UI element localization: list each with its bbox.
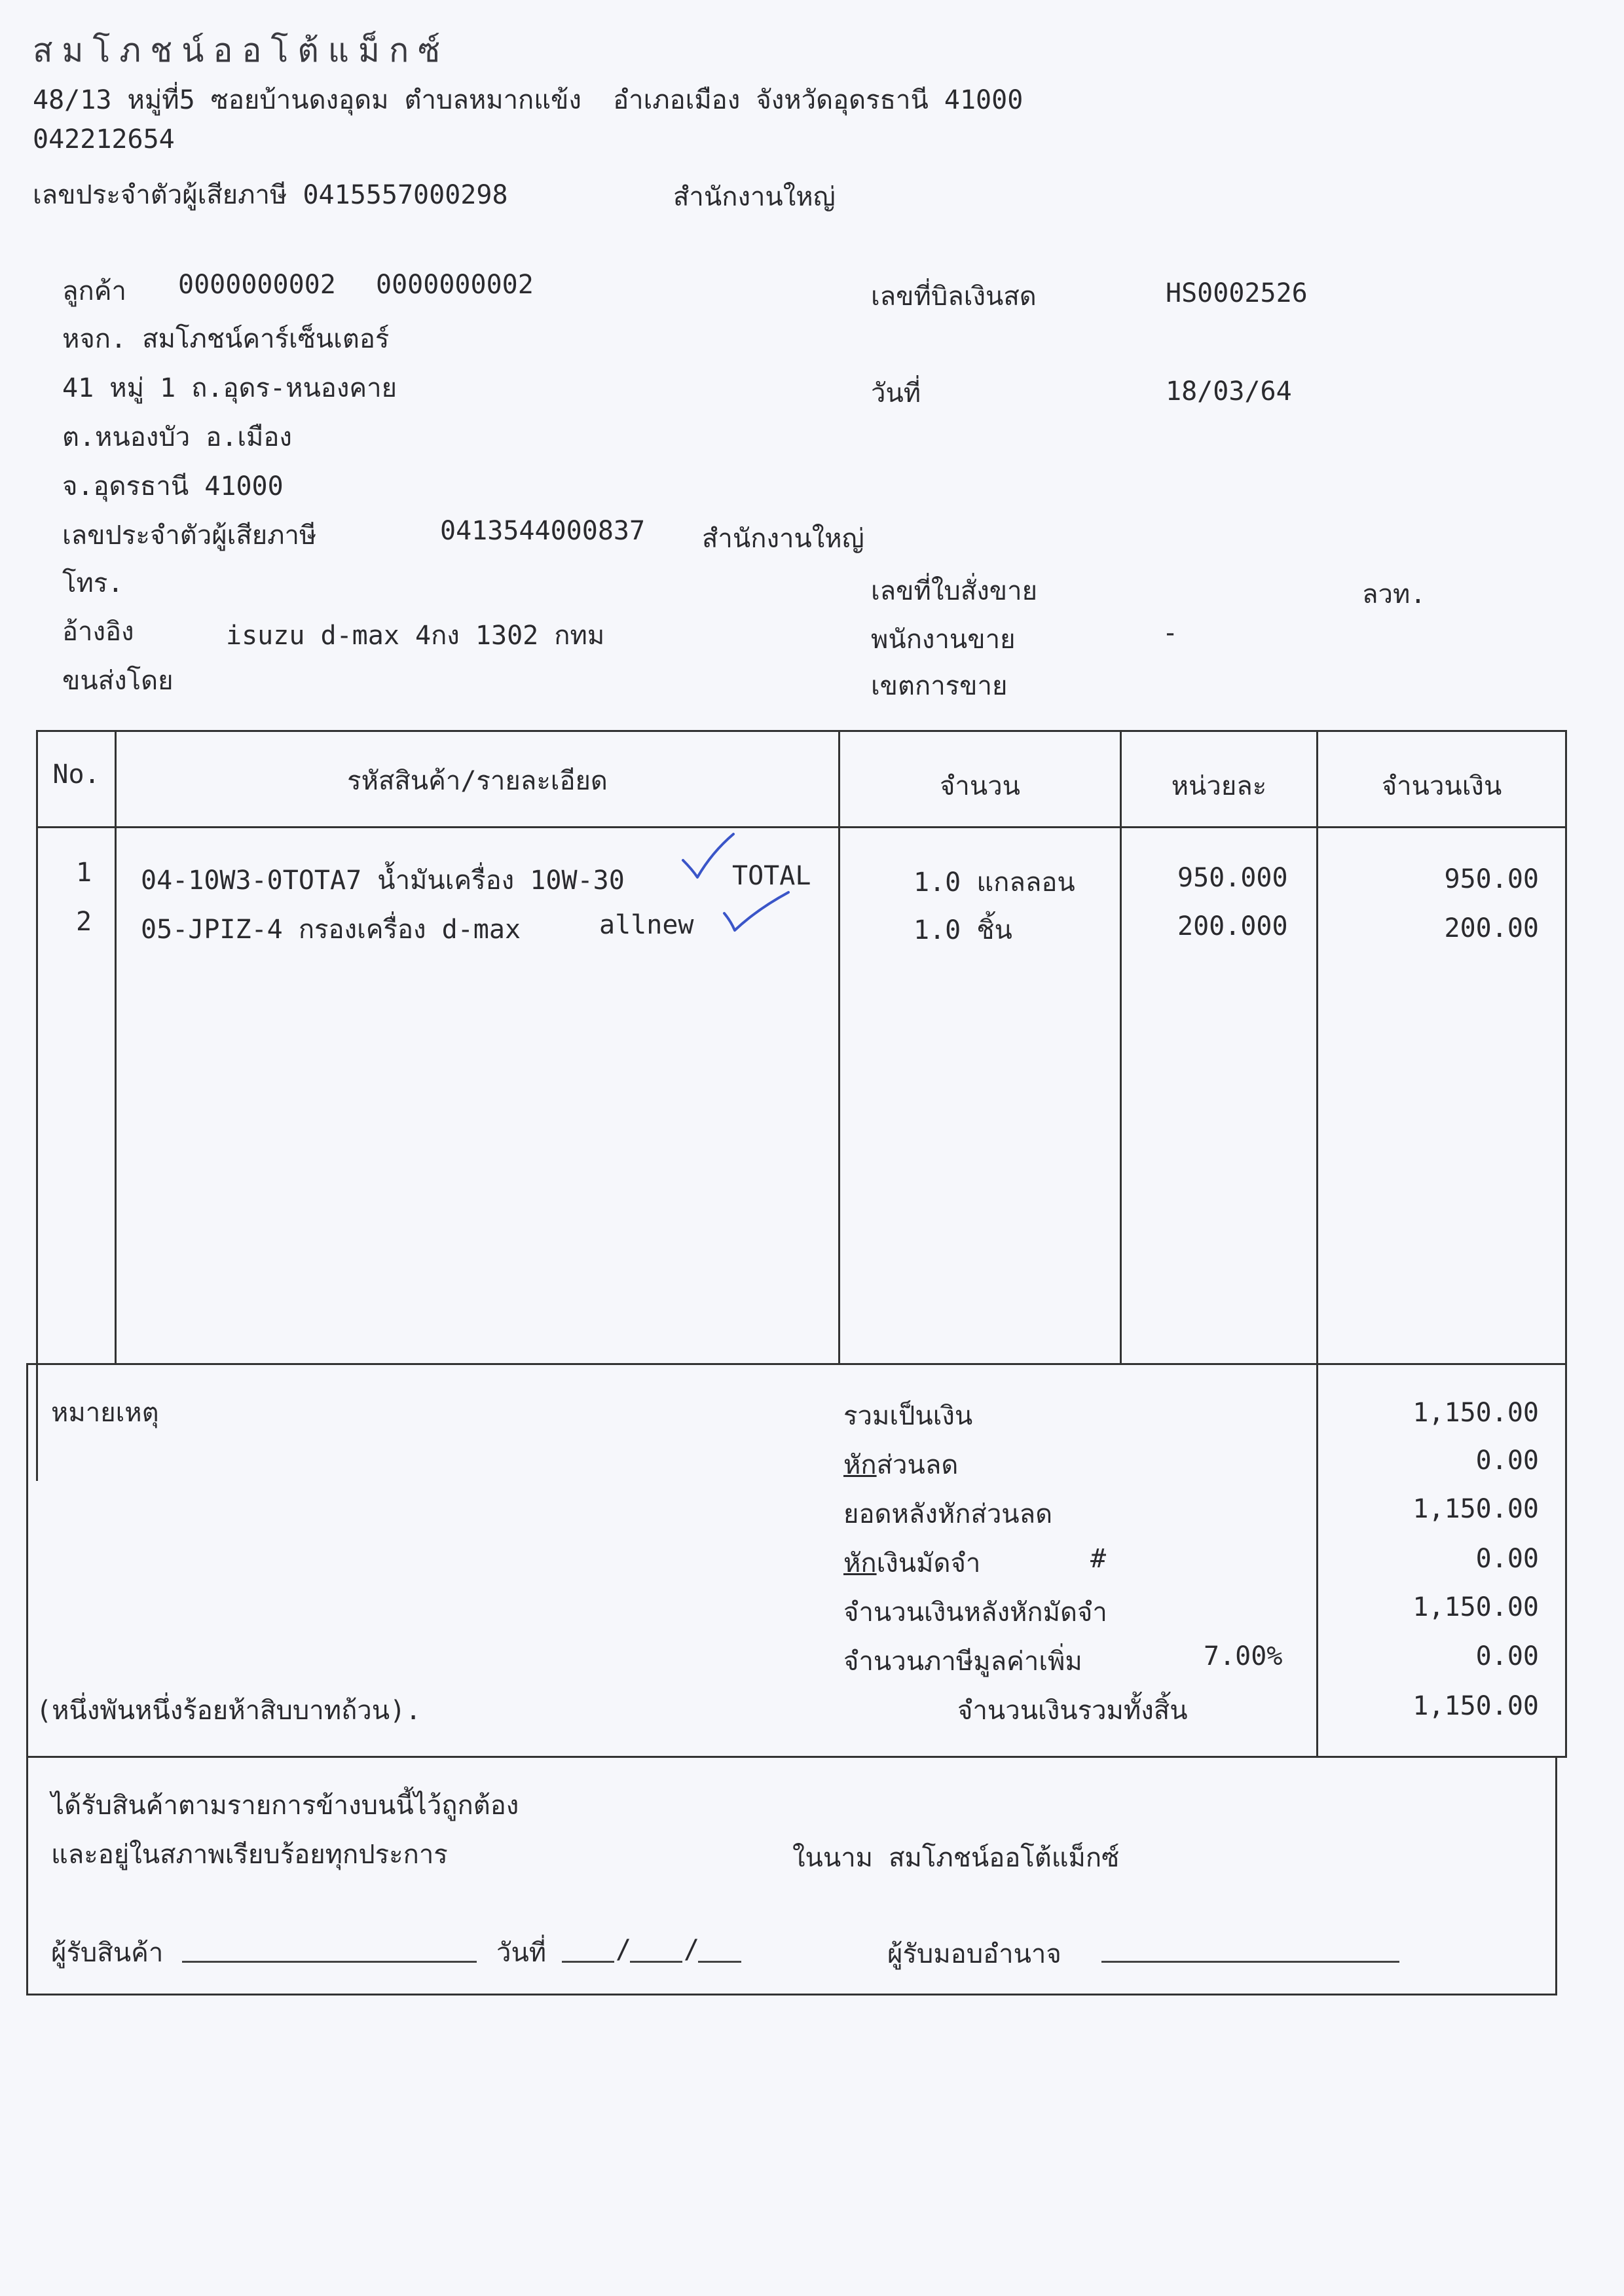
customer-label: ลูกค้า — [62, 276, 126, 306]
row-1-unit-price: 950.000 — [1177, 863, 1288, 893]
reference-label: อ้างอิง — [62, 617, 134, 647]
grand-total-label: จำนวนเงินรวมทั้งสิ้น — [957, 1696, 1188, 1726]
header-quantity: จำนวน — [939, 771, 1021, 801]
received-statement-2: และอยู่ในสภาพเรียบร้อยทุกประการ — [51, 1840, 448, 1870]
bill-number-label: เลขที่บิลเงินสด — [871, 282, 1037, 312]
company-phone: 042212654 — [33, 124, 175, 155]
date-day-line — [562, 1961, 614, 1963]
salesperson-label: พนักงานขาย — [871, 625, 1016, 655]
date-separator: / — [684, 1935, 700, 1965]
sales-area-label: เขตการขาย — [871, 671, 1008, 701]
customer-tax-id: 0413544000837 — [440, 516, 646, 546]
deposit-label: หักเงินมัดจำ — [843, 1548, 981, 1578]
date-year-line — [698, 1961, 741, 1963]
remark-label: หมายเหตุ — [51, 1398, 159, 1428]
customer-address-1: 41 หมู่ 1 ถ.อุดร-หนองคาย — [62, 373, 397, 403]
header-description: รหัสสินค้า/รายละเอียด — [347, 766, 608, 796]
header-no: No. — [52, 759, 100, 790]
subtotal-value: 1,150.00 — [1412, 1398, 1539, 1428]
vat-rate: 7.00% — [1204, 1641, 1283, 1671]
row-1-quantity: 1.0 แกลลอน — [913, 867, 1075, 898]
header-amount: จำนวนเงิน — [1381, 771, 1502, 801]
customer-branch: สำนักงานใหญ่ — [702, 524, 864, 554]
shipping-label: ขนส่งโดย — [62, 666, 174, 696]
customer-tax-label: เลขประจำตัวผู้เสียภาษี — [62, 520, 317, 551]
amount-in-words: (หนึ่งพันหนึ่งร้อยห้าสิบบาทถ้วน). — [36, 1696, 422, 1726]
reference-value: isuzu d-max 4กง 1302 กทม — [226, 621, 605, 651]
row-1-description-extra: TOTAL — [732, 861, 811, 891]
receiver-signature-line — [182, 1961, 477, 1963]
row-1-description: 04-10W3-0TOTA7 น้ำมันเครื่อง 10W-30 — [141, 866, 625, 896]
row-2-no: 2 — [75, 907, 92, 937]
bill-date-label: วันที่ — [871, 378, 921, 409]
discount-label: หักส่วนลด — [843, 1450, 959, 1480]
company-branch: สำนักงานใหญ่ — [673, 182, 836, 212]
customer-name: หจก. สมโภชน์คาร์เซ็นเตอร์ — [62, 324, 390, 354]
receiver-label: ผู้รับสินค้า — [51, 1938, 164, 1968]
date-separator: / — [616, 1935, 632, 1965]
received-statement-1: ได้รับสินค้าตามรายการข้างบนนี้ไว้ถูกต้อง — [51, 1791, 519, 1821]
row-2-unit-price: 200.000 — [1177, 911, 1288, 941]
customer-address-2: ต.หนองบัว อ.เมือง — [62, 422, 292, 452]
customer-code-2: 0000000002 — [376, 270, 534, 300]
on-behalf-of: ในนาม สมโภชน์ออโต้แม็กซ์ — [792, 1843, 1120, 1873]
deposit-hash: # — [1090, 1544, 1107, 1574]
after-discount-label: ยอดหลังหักส่วนลด — [843, 1499, 1053, 1529]
date-month-line — [630, 1961, 682, 1963]
after-deposit-label: จำนวนเงินหลังหักมัดจำ — [843, 1597, 1107, 1628]
row-2-description-extra: allnew — [599, 910, 694, 940]
bill-number: HS0002526 — [1166, 278, 1308, 308]
row-1-amount: 950.00 — [1444, 864, 1539, 894]
salesperson-value: - — [1162, 618, 1179, 648]
row-1-no: 1 — [75, 858, 92, 888]
customer-address-3: จ.อุดรธานี 41000 — [62, 471, 284, 501]
subtotal-label: รวมเป็นเงิน — [843, 1401, 973, 1431]
header-unit-price: หน่วยละ — [1171, 771, 1267, 801]
after-discount-value: 1,150.00 — [1412, 1494, 1539, 1524]
row-2-description: 05-JPIZ-4 กรองเครื่อง d-max — [141, 915, 521, 945]
vat-label: จำนวนภาษีมูลค่าเพิ่ม — [843, 1647, 1082, 1677]
company-address: 48/13 หมู่ที่5 ซอยบ้านดงอุดม ตำบลหมากแข้ง อำเภอเมือง จังหวัดอุดรธานี 41000 — [33, 85, 1024, 115]
company-name: สมโภชน์ออโต้แม็กซ์ — [33, 31, 450, 69]
sales-order-value: ลวท. — [1362, 579, 1426, 610]
company-tax-id: เลขประจำตัวผู้เสียภาษี 0415557000298 — [33, 180, 508, 210]
checkmark-icon — [720, 887, 792, 939]
after-deposit-value: 1,150.00 — [1412, 1592, 1539, 1622]
customer-code-1: 0000000002 — [178, 270, 336, 300]
authorized-label: ผู้รับมอบอำนาจ — [887, 1939, 1061, 1969]
row-2-quantity: 1.0 ชิ้น — [913, 915, 1012, 945]
receive-date-label: วันที่ — [496, 1938, 547, 1968]
checkmark-icon — [678, 826, 737, 885]
vat-value: 0.00 — [1475, 1641, 1539, 1671]
deposit-value: 0.00 — [1475, 1544, 1539, 1574]
authorized-signature-line — [1101, 1961, 1399, 1963]
phone-label: โทร. — [62, 568, 124, 598]
bill-date: 18/03/64 — [1166, 376, 1292, 407]
row-2-amount: 200.00 — [1444, 913, 1539, 943]
sales-order-label: เลขที่ใบสั่งขาย — [871, 576, 1038, 606]
discount-value: 0.00 — [1475, 1446, 1539, 1476]
grand-total-value: 1,150.00 — [1412, 1691, 1539, 1721]
